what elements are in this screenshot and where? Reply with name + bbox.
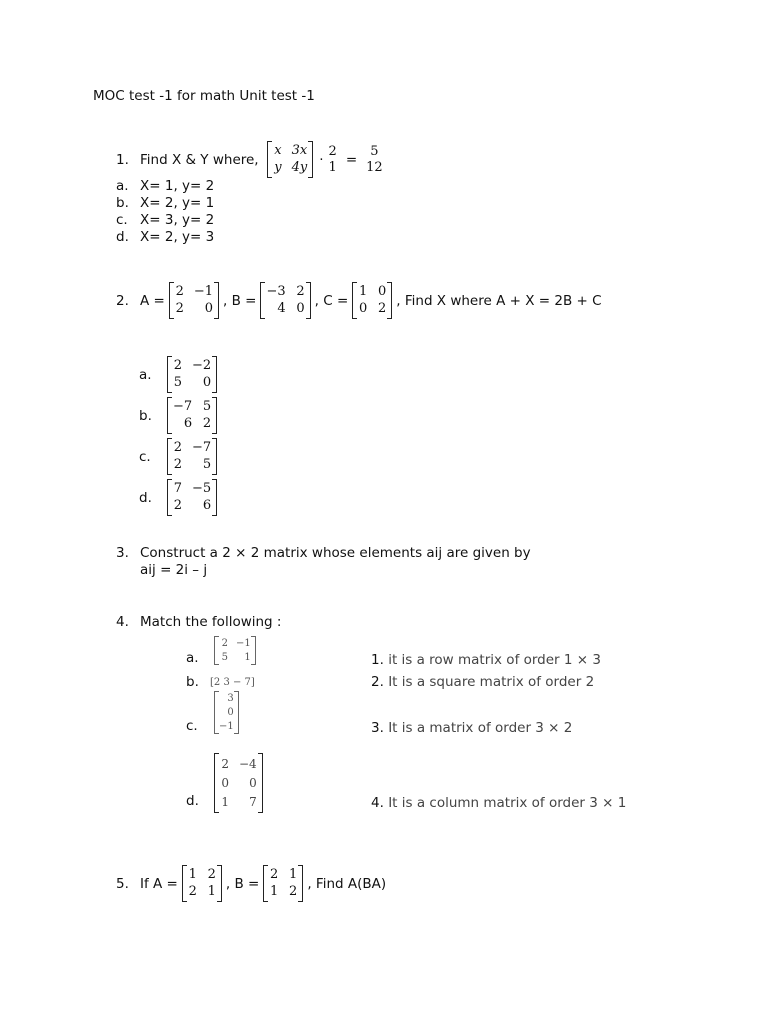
vector-cell: 1	[328, 159, 337, 175]
option-d	[116, 229, 214, 246]
matrix-cell: 2	[173, 440, 182, 455]
matrix-cell: 2	[289, 884, 298, 899]
match-right-1	[371, 652, 601, 668]
matrix-cell: 2	[207, 867, 216, 882]
matrix-cell: 0	[204, 301, 214, 316]
matrix-cell: −1	[236, 637, 251, 649]
match-matrix-c	[214, 691, 239, 734]
option-d	[139, 479, 221, 516]
matrix-cell: 1	[270, 884, 279, 899]
matrix-c	[352, 282, 392, 319]
option-b	[116, 195, 214, 212]
matrix-cell: 2	[296, 284, 305, 299]
question-2	[116, 282, 602, 319]
matrix-a	[169, 282, 219, 319]
option-b	[139, 397, 221, 434]
matrix-cell: −2	[192, 358, 212, 373]
option-text: X= 3, y= 2	[140, 212, 215, 228]
vector-cell: 2	[328, 143, 337, 159]
page-title: MOC test -1 for math Unit test -1	[93, 88, 315, 104]
matrix-cell: 0	[249, 776, 257, 790]
vector-cell: 5	[370, 143, 379, 159]
option-letter: d.	[139, 489, 152, 506]
option-letter: d.	[186, 793, 199, 809]
match-number: 3.	[371, 720, 384, 736]
option-letter: d.	[116, 229, 129, 245]
question-number: 1.	[116, 151, 129, 168]
option-a	[139, 356, 221, 393]
match-left-d	[186, 753, 267, 813]
match-right-4	[371, 795, 626, 811]
matrix-cell: 7	[173, 481, 182, 496]
matrix-b	[263, 865, 303, 902]
question-1	[116, 141, 386, 178]
match-text: It is a matrix of order 3 × 2	[388, 720, 573, 736]
option-c	[116, 212, 214, 229]
match-left-b	[186, 674, 255, 690]
result-vector	[366, 144, 383, 176]
matrix-b	[260, 282, 310, 319]
question-prompt: , Find X where A + X = 2B + C	[396, 292, 602, 309]
matrix-b-label: , B =	[223, 292, 257, 309]
matrix-cell: 6	[202, 498, 212, 513]
option-letter: b.	[116, 195, 129, 211]
matrix-cell: 3x	[291, 143, 308, 158]
question-5	[116, 865, 386, 902]
option-letter: a.	[139, 366, 152, 383]
matrix-cell: −7	[173, 399, 193, 414]
match-matrix-a	[214, 636, 256, 665]
match-text: it is a row matrix of order 1 × 3	[388, 652, 601, 668]
matrix-cell: y	[274, 160, 282, 175]
matrix-cell: 4y	[291, 160, 308, 175]
matrix-cell: 5	[202, 457, 212, 472]
matrix-cell: 0	[358, 301, 368, 316]
question-formula: aij = 2i – j	[140, 562, 208, 578]
matrix-cell: 2	[175, 301, 184, 316]
dot-operator: ·	[319, 151, 324, 168]
question-prompt: Match the following :	[140, 614, 282, 630]
matrix-cell: −1	[193, 284, 214, 299]
option-matrix	[167, 479, 217, 516]
matrix-cell: 1	[188, 867, 197, 882]
option-text: X= 2, y= 1	[140, 195, 215, 211]
matrix-cell: −7	[192, 440, 212, 455]
matrix-xy	[267, 141, 314, 178]
matrix-cell: 5	[202, 399, 212, 414]
question-number: 5.	[116, 875, 129, 892]
matrix-cell: 0	[296, 301, 305, 316]
matrix-cell: 0	[202, 375, 212, 390]
match-text: It is a square matrix of order 2	[388, 674, 595, 690]
question-1-options	[116, 178, 214, 246]
matrix-cell: 1	[221, 795, 229, 809]
question-prompt: Construct a 2 × 2 matrix whose elements aij are given by	[140, 545, 531, 561]
matrix-cell: 2	[270, 867, 279, 882]
matrix-cell: 5	[221, 651, 228, 663]
matrix-a-label: A =	[140, 292, 165, 309]
equals-sign: =	[345, 151, 358, 168]
matrix-c-label: , C =	[314, 292, 349, 309]
matrix-cell: 2	[202, 416, 212, 431]
match-number: 4.	[371, 795, 384, 811]
option-matrix	[167, 438, 217, 475]
match-left-c	[186, 691, 243, 734]
match-left-a	[186, 634, 260, 666]
option-letter: a.	[186, 650, 199, 666]
matrix-cell: −4	[239, 757, 257, 771]
matrix-cell: 2	[188, 884, 197, 899]
question-2-options	[139, 356, 221, 516]
matrix-cell: 0	[221, 776, 229, 790]
matrix-cell: 0	[377, 284, 387, 299]
option-letter: c.	[116, 212, 128, 228]
match-number: 1.	[371, 652, 384, 668]
question-number: 2.	[116, 292, 129, 309]
matrix-cell: 2	[173, 358, 182, 373]
matrix-cell: 2	[377, 301, 387, 316]
question-number: 3.	[116, 545, 129, 561]
matrix-cell: 6	[183, 416, 193, 431]
question-prompt: , Find A(BA)	[307, 875, 387, 892]
matrix-cell: x	[274, 143, 282, 158]
option-letter: b.	[186, 674, 199, 690]
matrix-cell: 3	[227, 693, 234, 704]
matrix-cell: 2	[175, 284, 184, 299]
question-number: 4.	[116, 614, 129, 630]
matrix-cell: −5	[192, 481, 212, 496]
matrix-cell: −1	[219, 721, 234, 732]
option-letter: a.	[116, 178, 129, 194]
matrix-cell: 2	[221, 757, 229, 771]
option-matrix	[167, 356, 217, 393]
match-matrix-d	[214, 753, 263, 813]
matrix-cell: −3	[266, 284, 286, 299]
question-4	[116, 614, 281, 630]
matrix-cell: 2	[173, 498, 182, 513]
matrix-a-label: If A =	[140, 875, 178, 892]
option-text: X= 1, y= 2	[140, 178, 215, 194]
match-right-2	[371, 674, 594, 690]
matrix-cell: 4	[277, 301, 286, 316]
matrix-cell: 2	[221, 637, 228, 649]
matrix-cell: 1	[244, 651, 251, 663]
match-text: It is a column matrix of order 3 × 1	[388, 795, 627, 811]
matrix-cell: 2	[173, 457, 182, 472]
vector-cell: 12	[366, 159, 383, 175]
option-c	[139, 438, 221, 475]
matrix-b-label: , B =	[225, 875, 260, 892]
matrix-cell: 0	[227, 707, 234, 718]
match-number: 2.	[371, 674, 384, 690]
option-matrix	[167, 397, 217, 434]
question-prompt: Find X & Y where,	[140, 151, 259, 168]
column-vector	[329, 144, 337, 176]
match-right-3	[371, 720, 572, 736]
option-letter: c.	[139, 448, 151, 465]
option-text: X= 2, y= 3	[140, 229, 215, 245]
matrix-cell: 5	[173, 375, 182, 390]
matrix-cell: 1	[207, 884, 216, 899]
option-a	[116, 178, 214, 195]
matrix-a	[182, 865, 222, 902]
option-letter: c.	[186, 717, 198, 734]
matrix-cell: 7	[249, 795, 257, 809]
matrix-cell: 1	[289, 867, 298, 882]
question-3	[116, 545, 531, 579]
match-matrix-b: [2 3 − 7]	[210, 676, 255, 688]
option-letter: b.	[139, 407, 152, 424]
matrix-cell: 1	[358, 284, 368, 299]
